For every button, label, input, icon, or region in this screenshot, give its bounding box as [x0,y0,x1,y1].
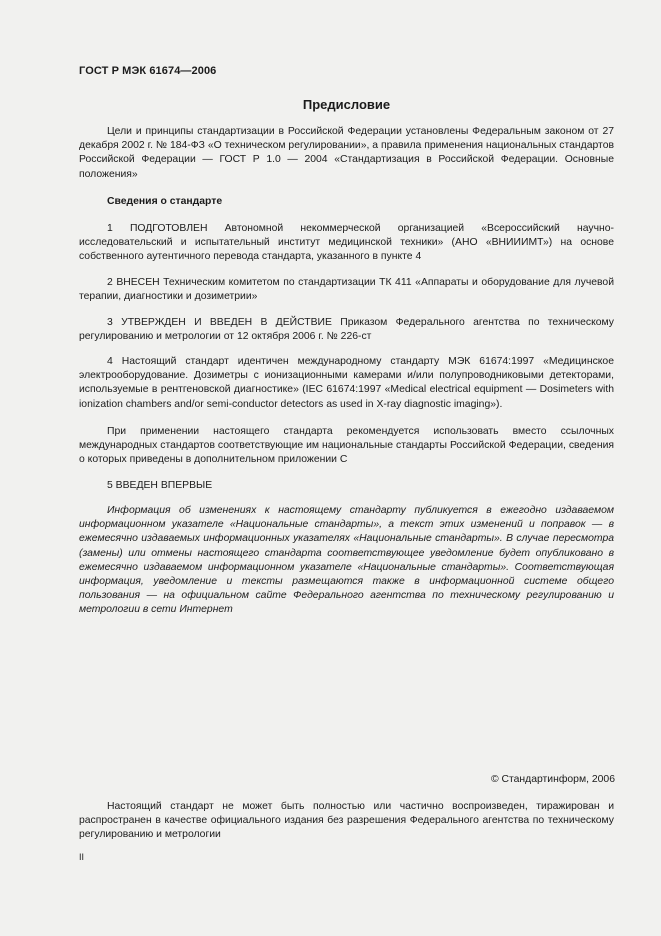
intro-paragraph: Цели и принципы стандартизации в Российской Федерации установлены Федеральным законом от 27 декабря 2002 г. № 184-ФЗ «О техническом регулировании», а правила применения национальных стандартов Российской Федерации — ГОСТ Р 1.0 — 2004 «Стандартизация в Российской Федерации. Основные положения» [79,126,614,180]
page-number: II [79,852,85,862]
change-notice: Информация об изменениях к настоящему стандарту публикуется в ежегодно издаваемом информационном указателе «Национальные стандарты», а текст этих изменений и поправок — в ежемесячно издаваемых информационных указателях «Национальные стандарты». В случае пересмотра (замены) или отмены настоящего стандарта соответствующее уведомление будет опубликовано в ежемесячно издаваемом информационном указателе «Национальные стандарты». Соответствующая информация, уведомление и тексты размещаются также в информационной системе общего пользования — на официальном сайте Федерального агентства по техническому регулированию и метрологии в сети Интернет [79,505,614,616]
section-heading: Сведения о стандарте [107,196,223,207]
info-item-5: 5 ВВЕДЕН ВПЕРВЫЕ [107,480,213,491]
document-header: ГОСТ Р МЭК 61674—2006 [79,65,217,77]
page-title: Предисловие [302,97,391,112]
info-item-4-note: При применении настоящего стандарта рекомендуется использовать вместо ссылочных международных стандартов соответствующие им национальные стандарты Российской Федерации, сведения о которых приведены в дополнительном приложении С [79,426,614,466]
info-item-1: 1 ПОДГОТОВЛЕН Автономной некоммерческой организацией «Всероссийский научно-исследовательский и испытательный институт медицинской техники» (АНО «ВНИИИМТ») на основе собственного аутентичного перевода стандарта, указанного в пункте 4 [79,223,614,263]
info-item-3: 3 УТВЕРЖДЕН И ВВЕДЕН В ДЕЙСТВИЕ Приказом Федерального агентства по техническому регулированию и метрологии от 12 октября 2006 г. № 226-ст [79,317,614,343]
copyright: © Стандартинформ, 2006 [490,774,615,785]
reproduction-notice: Настоящий стандарт не может быть полностью или частично воспроизведен, тиражирован и распространен в качестве официального издания без разрешения Федерального агентства по техническому регулированию и метрологии [79,801,614,841]
info-item-4: 4 Настоящий стандарт идентичен международному стандарту МЭК 61674:1997 «Медицинское электрооборудование. Дозиметры с ионизационными камерами и/или полупроводниковыми детекторами, используемые в рентгеновской диагностике» (IEC 61674:1997 «Medical electrical equipment — Dosimeters with ionization chambers and/or semi-conductor detectors as used in X-ray diagnostic imaging»). [79,356,614,410]
info-item-2: 2 ВНЕСЕН Техническим комитетом по стандартизации ТК 411 «Аппараты и оборудование для лучевой терапии, диагностики и дозиметрии» [79,277,614,303]
